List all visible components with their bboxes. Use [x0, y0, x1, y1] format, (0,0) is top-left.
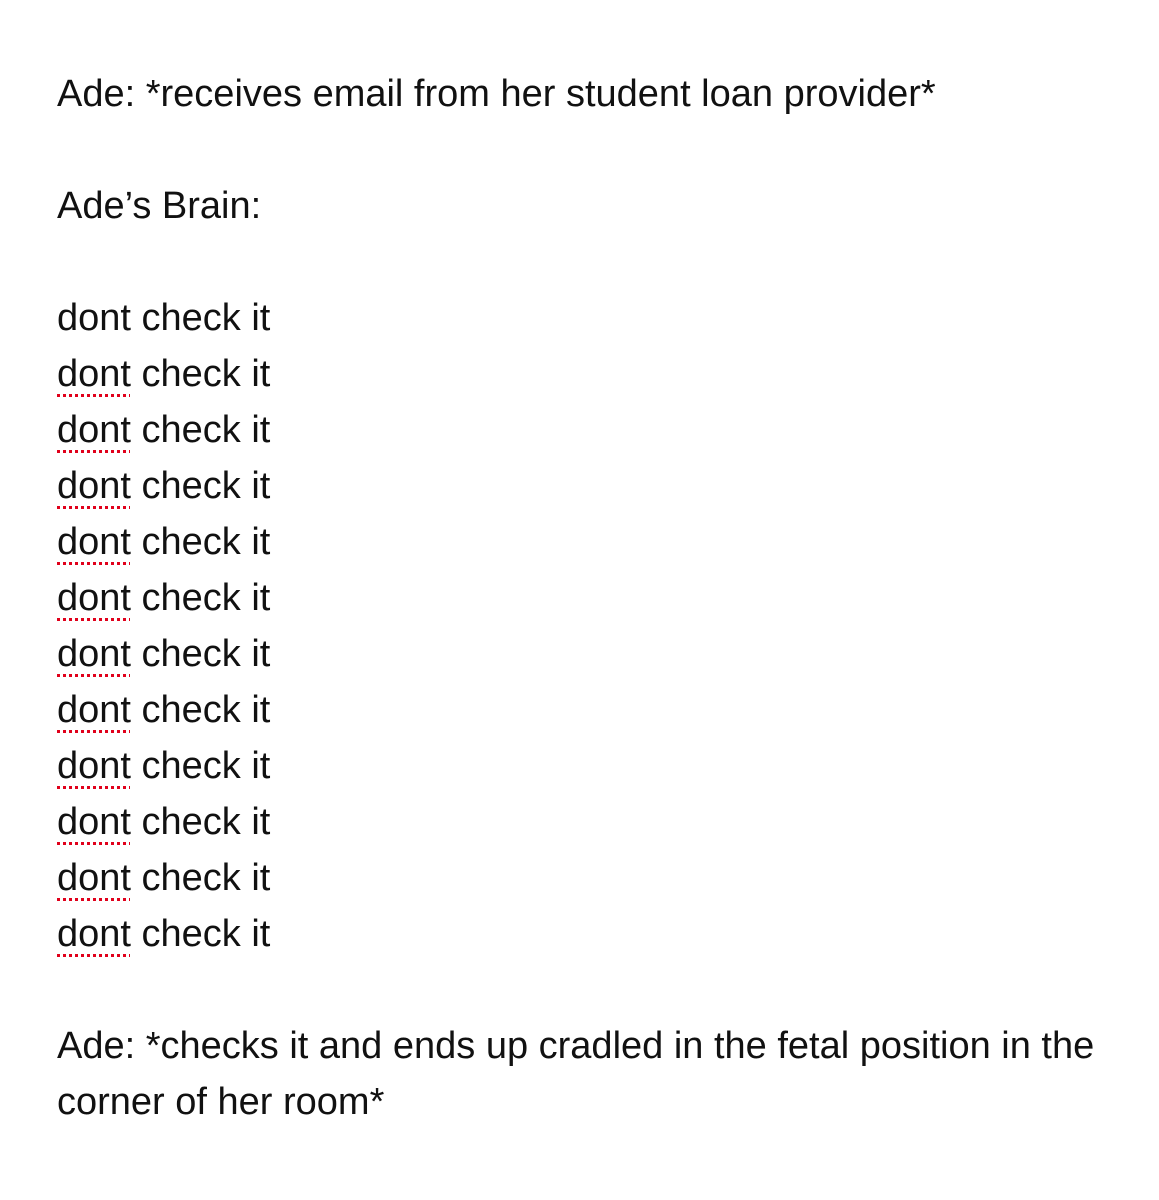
repeated-line [57, 682, 1117, 738]
line-rest: check it [130, 801, 271, 843]
repeated-line [57, 626, 1117, 682]
misspelled-word: dont [57, 801, 131, 843]
repeated-line [57, 402, 1117, 458]
line-rest: check it [130, 521, 271, 563]
repeated-line [57, 794, 1117, 850]
repeated-line [57, 346, 1117, 402]
intro-line: Ade: *receives email from her student loan provider* [57, 73, 936, 115]
repeated-lines-list [57, 290, 1117, 962]
misspelled-word: dont [57, 465, 131, 507]
misspelled-word: dont [57, 745, 131, 787]
line-rest: check it [130, 577, 271, 619]
repeated-line [57, 906, 1117, 962]
misspelled-word: dont [57, 409, 131, 451]
line-word: dont [57, 297, 131, 339]
misspelled-word: dont [57, 577, 131, 619]
repeated-line [57, 514, 1117, 570]
repeated-line [57, 290, 1117, 346]
closing-line: Ade: *checks it and ends up cradled in the fetal position in the corner of her room* [57, 1025, 1095, 1123]
line-rest: check it [130, 745, 271, 787]
brain-label: Ade’s Brain: [57, 185, 262, 227]
line-rest: check it [130, 353, 271, 395]
misspelled-word: dont [57, 689, 131, 731]
line-rest: check it [130, 689, 271, 731]
line-rest: check it [130, 409, 271, 451]
misspelled-word: dont [57, 633, 131, 675]
repeated-line [57, 570, 1117, 626]
repeated-line [57, 738, 1117, 794]
misspelled-word: dont [57, 353, 131, 395]
blank-line [57, 234, 1117, 290]
line-rest: check it [130, 857, 271, 899]
line-rest: check it [130, 633, 271, 675]
document-body [57, 66, 1117, 1130]
misspelled-word: dont [57, 521, 131, 563]
line-rest: check it [130, 465, 271, 507]
repeated-line [57, 850, 1117, 906]
misspelled-word: dont [57, 857, 131, 899]
line-rest: check it [130, 297, 271, 339]
repeated-line [57, 458, 1117, 514]
blank-line [57, 122, 1117, 178]
blank-line [57, 962, 1117, 1018]
misspelled-word: dont [57, 913, 131, 955]
line-rest: check it [130, 913, 271, 955]
